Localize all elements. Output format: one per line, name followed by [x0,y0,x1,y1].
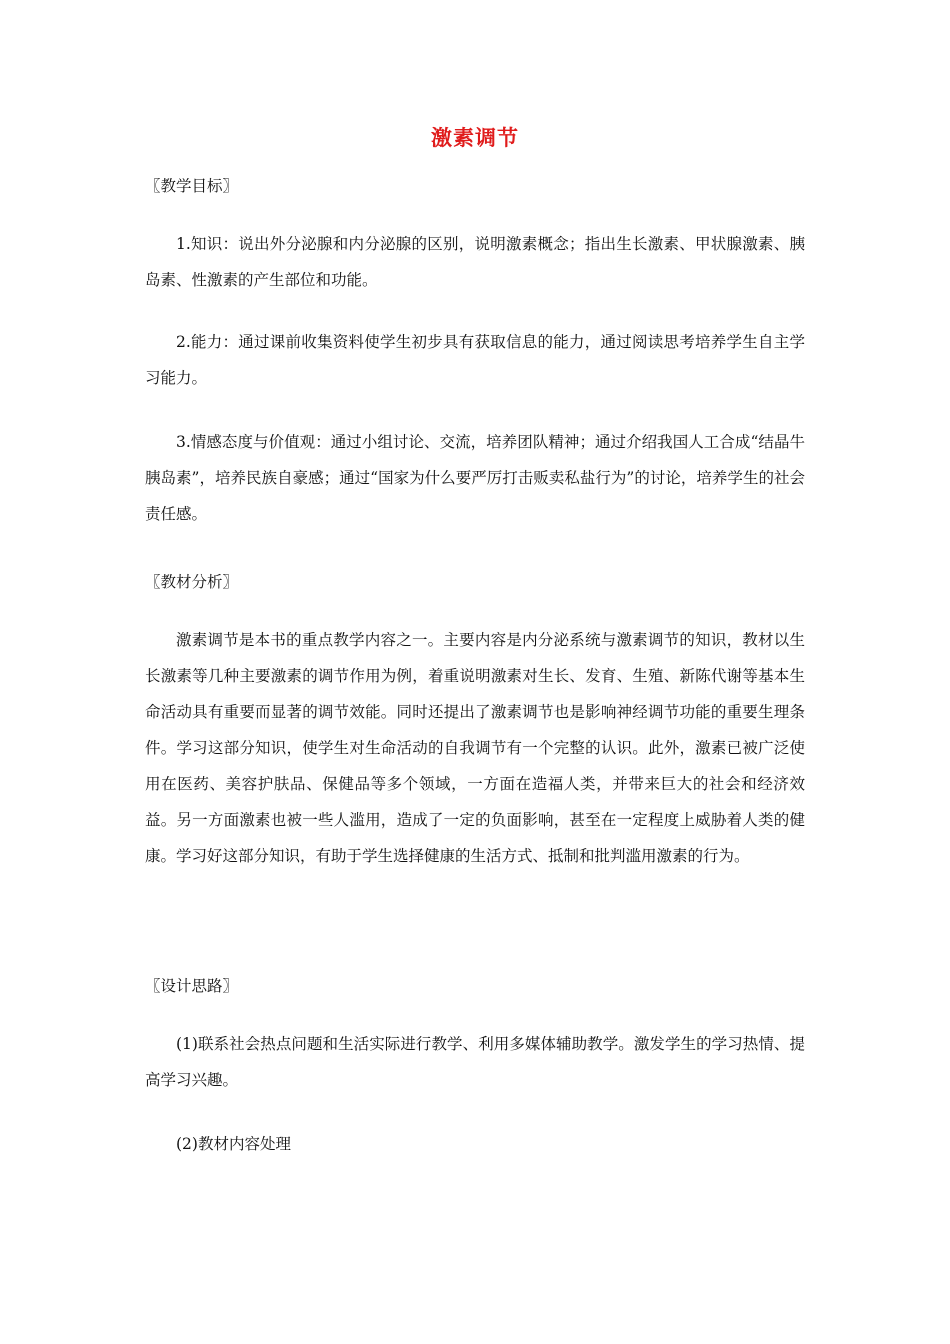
design-heading: 〖设计思路〗 [145,977,239,995]
goal-knowledge-paragraph: 1.知识：说出外分泌腺和内分泌腺的区别，说明激素概念；指出生长激素、甲状腺激素、胰岛素、性激素的产生部位和功能。 [145,235,805,289]
goal-ability-paragraph: 2.能力：通过课前收集资料使学生初步具有获取信息的能力，通过阅读思考培养学生自主学习能力。 [145,333,805,387]
goal-emotion-paragraph: 3.情感态度与价值观：通过小组讨论、交流，培养团队精神；通过介绍我国人工合成“结晶牛胰岛素”，培养民族自豪感；通过“国家为什么要严厉打击贩卖私盐行为”的讨论，培养学生的社会责任感。 [145,433,805,523]
analysis-heading: 〖教材分析〗 [145,573,239,591]
design-point-2-paragraph: (2)教材内容处理 [176,1135,291,1153]
design-point-1-paragraph: (1)联系社会热点问题和生活实际进行教学、利用多媒体辅助教学。激发学生的学习热情、提高学习兴趣。 [145,1035,805,1089]
analysis-paragraph: 激素调节是本书的重点教学内容之一。主要内容是内分泌系统与激素调节的知识，教材以生长激素等几种主要激素的调节作用为例，着重说明激素对生长、发育、生殖、新陈代谢等基本生命活动具有重要而显著的调节效能。同时还提出了激素调节也是影响神经调节功能的重要生理条件。学习这部分知识，使学生对生命活动的自我调节有一个完整的认识。此外，激素已被广泛使用在医药、美容护肤品、保健品等多个领域，一方面在造福人类，并带来巨大的社会和经济效益。另一方面激素也被一些人滥用，造成了一定的负面影响，甚至在一定程度上威胁着人类的健康。学习好这部分知识，有助于学生选择健康的生活方式、抵制和批判滥用激素的行为。 [145,631,805,865]
goals-heading: 〖教学目标〗 [145,177,239,195]
document-title: 激素调节 [431,126,519,150]
